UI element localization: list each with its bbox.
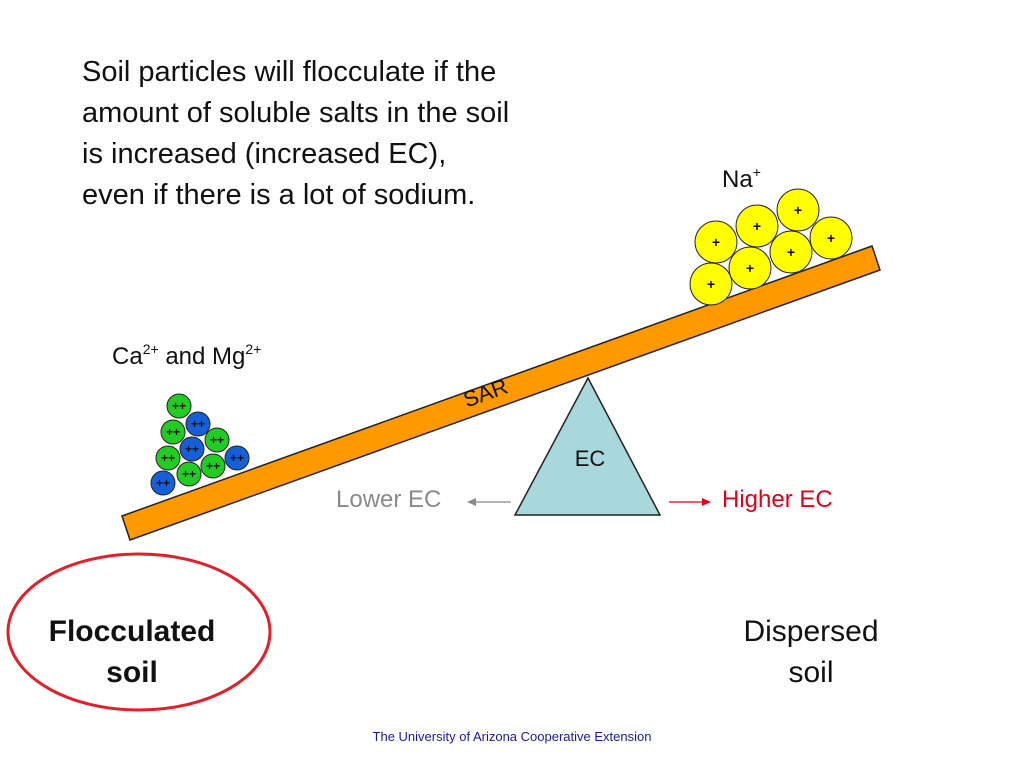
dispersed-line: Dispersed [743, 615, 879, 648]
svg-text:++: ++ [160, 451, 176, 465]
svg-text:+: + [752, 218, 762, 234]
sodium-ion [690, 263, 732, 305]
svg-text:++: ++ [184, 442, 200, 456]
sar-label: SAR [459, 373, 511, 413]
svg-text:+: + [786, 244, 796, 260]
svg-text:++: ++ [209, 433, 225, 447]
ec-fulcrum-label: EC [574, 446, 606, 471]
svg-text:+: + [745, 260, 755, 276]
magnesium-ion [180, 437, 204, 461]
intro-line: Soil particles will flocculate if the [82, 56, 497, 88]
svg-text:+: + [793, 202, 803, 218]
calcium-symbol: Ca [112, 343, 143, 370]
svg-text:+: + [711, 234, 721, 250]
dispersed-soil-label [700, 611, 922, 693]
calcium-charge: 2+ [142, 341, 159, 357]
footer-credit: The University of Arizona Cooperative Extension [372, 729, 652, 744]
flocculated-line: Flocculated [48, 615, 216, 648]
label-connector: and [158, 343, 213, 370]
higher-ec-arrow [669, 498, 711, 506]
sodium-ion [695, 221, 737, 263]
svg-text:++: ++ [165, 425, 181, 439]
calcium-ion [161, 420, 185, 444]
magnesium-ion [225, 446, 249, 470]
svg-text:++: ++ [181, 467, 197, 481]
intro-line: is increased (increased EC), [82, 138, 447, 170]
sodium-ion [770, 231, 812, 273]
intro-line: amount of soluble salts in the soil [82, 97, 510, 129]
svg-text:++: ++ [205, 459, 221, 473]
flocculated-soil-label [20, 611, 244, 693]
sodium-ion [729, 247, 771, 289]
lower-ec-arrow [467, 498, 511, 506]
svg-text:+: + [826, 230, 836, 246]
svg-text:++: ++ [229, 451, 245, 465]
sodium-ion [777, 189, 819, 231]
lower-ec-label: Lower EC [336, 486, 442, 513]
magnesium-symbol: Mg [212, 343, 246, 370]
calcium-ion [156, 446, 180, 470]
svg-text:++: ++ [155, 476, 171, 490]
magnesium-charge: 2+ [245, 341, 262, 357]
calcium-ion [201, 454, 225, 478]
svg-text:++: ++ [171, 399, 187, 413]
dispersed-line: soil [788, 656, 834, 689]
svg-text:++: ++ [190, 417, 206, 431]
flocculated-line: soil [106, 656, 158, 689]
intro-line: even if there is a lot of sodium. [82, 179, 476, 211]
calcium-ion [205, 428, 229, 452]
calcium-magnesium-label [112, 341, 261, 371]
calcium-ion [167, 394, 191, 418]
magnesium-ion [151, 471, 175, 495]
sodium-label [722, 164, 761, 194]
sodium-ion [736, 205, 778, 247]
sodium-ion [810, 217, 852, 259]
higher-ec-label: Higher EC [722, 486, 833, 513]
sodium-charge: + [752, 164, 761, 180]
sodium-symbol: Na [722, 166, 753, 193]
calcium-ion [177, 462, 201, 486]
magnesium-ion [186, 412, 210, 436]
svg-text:+: + [706, 276, 716, 292]
